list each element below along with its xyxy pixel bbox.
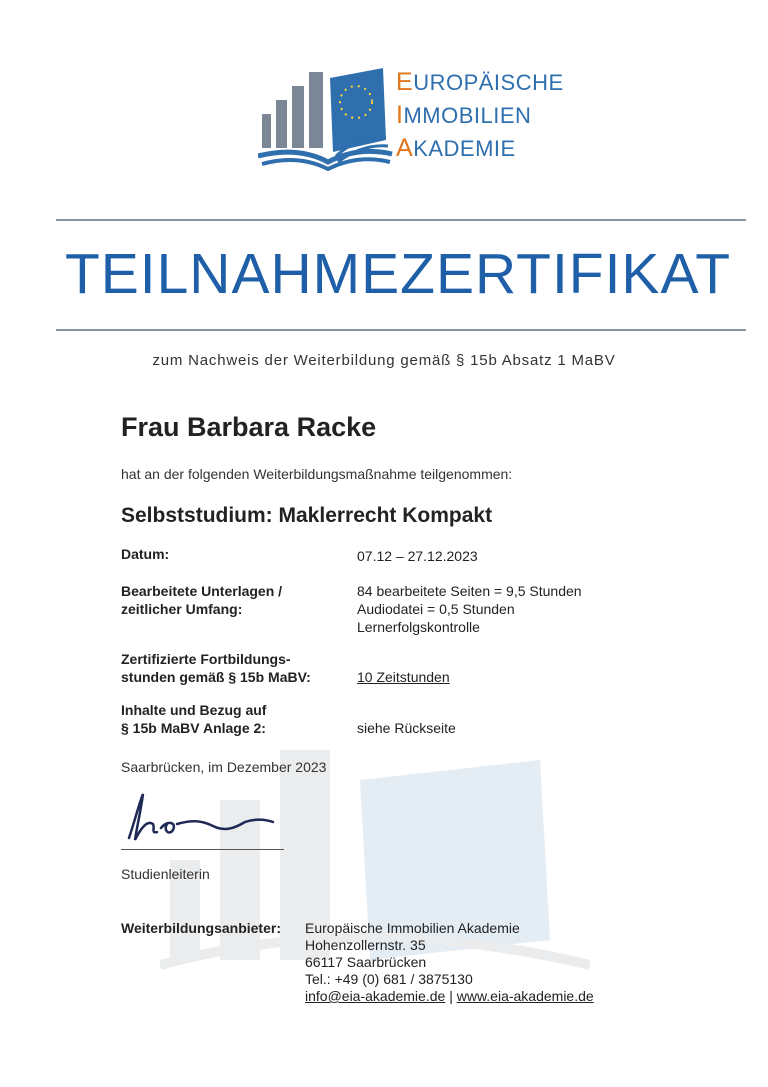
logo-initial-i: I xyxy=(396,101,404,129)
content-label xyxy=(121,701,266,737)
building-book-icon xyxy=(258,66,393,171)
provider-address xyxy=(305,920,594,1005)
provider-label: Weiterbildungsanbieter: xyxy=(121,920,281,936)
materials-pages: 84 bearbeitete Seiten = 9,5 Stunden xyxy=(357,583,582,599)
logo-initial-e: E xyxy=(396,68,414,96)
participant-name: Frau Barbara Racke xyxy=(121,412,377,442)
logo-word-akademie: KADEMIE xyxy=(413,136,516,161)
academy-logo xyxy=(258,66,564,176)
signature-line xyxy=(121,849,284,850)
provider-phone: Tel.: +49 (0) 681 / 3875130 xyxy=(305,971,473,987)
logo-wordmark xyxy=(396,66,564,165)
provider-city: 66117 Saarbrücken xyxy=(305,954,427,970)
materials-assessment: Lernerfolgskontrolle xyxy=(357,619,480,635)
top-divider xyxy=(56,219,746,221)
logo-initial-a: A xyxy=(396,134,414,162)
materials-value xyxy=(357,582,582,636)
date-label: Datum: xyxy=(121,546,170,562)
signature-role: Studienleiterin xyxy=(121,866,210,882)
bottom-divider xyxy=(56,329,746,331)
hours-value: 10 Zeitstunden xyxy=(357,669,450,685)
provider-street: Hohenzollernstr. 35 xyxy=(305,937,426,953)
signature-icon xyxy=(121,790,281,846)
hours-label-line1: Zertifizierte Fortbildungs- xyxy=(121,651,291,667)
materials-label xyxy=(121,582,282,618)
provider-email-link[interactable]: info@eia-akademie.de xyxy=(305,988,446,1004)
intro-text: hat an der folgenden Weiterbildungsmaßnahme teilgenommen: xyxy=(121,466,513,482)
hours-label xyxy=(121,650,311,686)
link-separator: | xyxy=(449,988,453,1004)
course-title: Selbststudium: Maklerrecht Kompakt xyxy=(121,504,493,527)
place-date: Saarbrücken, im Dezember 2023 xyxy=(121,759,327,775)
hours-label-line2: stunden gemäß § 15b MaBV: xyxy=(121,669,311,685)
content-label-line1: Inhalte und Bezug auf xyxy=(121,702,267,718)
certificate-subtitle: zum Nachweis der Weiterbildung gemäß § 15b Absatz 1 MaBV xyxy=(152,352,616,369)
materials-audio: Audiodatei = 0,5 Stunden xyxy=(357,601,515,617)
materials-label-line1: Bearbeitete Unterlagen / xyxy=(121,583,283,599)
provider-name: Europäische Immobilien Akademie xyxy=(305,920,520,936)
date-value: 07.12 – 27.12.2023 xyxy=(357,548,478,564)
provider-website-link[interactable]: www.eia-akademie.de xyxy=(456,988,594,1004)
materials-label-line2: zeitlicher Umfang: xyxy=(121,601,243,617)
logo-word-europaeische: UROPÄISCHE xyxy=(413,70,564,95)
certificate-title: TEILNAHMEZERTIFIKAT xyxy=(64,242,732,306)
provider-contact-links xyxy=(305,988,594,1005)
content-label-line2: § 15b MaBV Anlage 2: xyxy=(121,720,266,736)
logo-word-immobilien: MMOBILIEN xyxy=(403,103,532,128)
content-value: siehe Rückseite xyxy=(357,720,456,736)
